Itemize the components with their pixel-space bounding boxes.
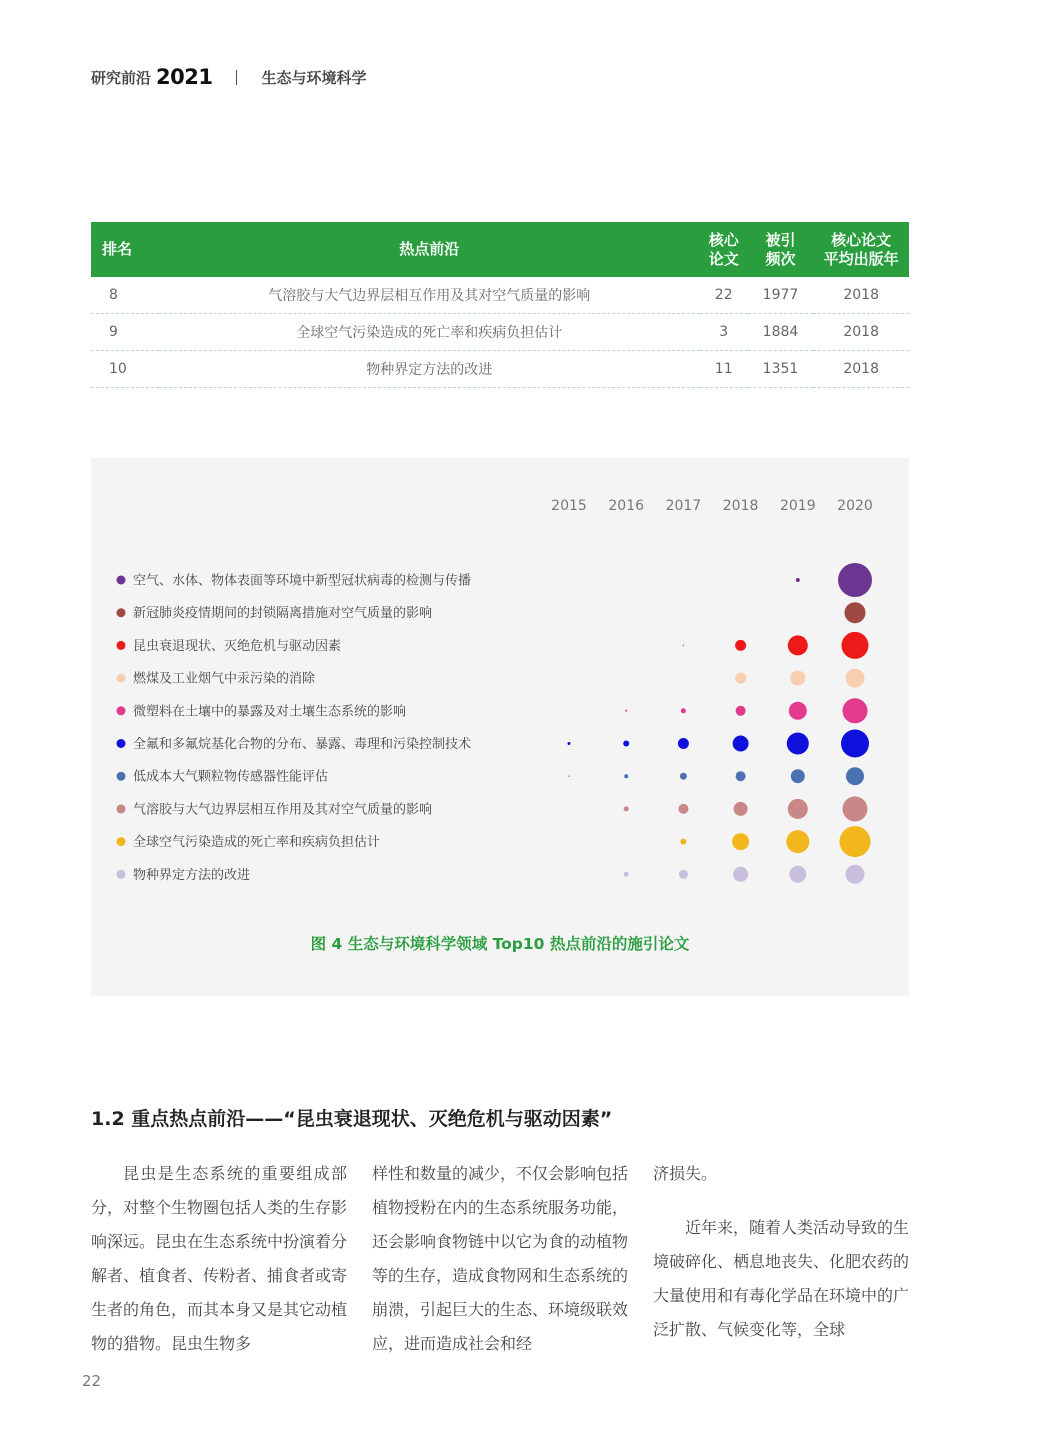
year-tick-label: 2019 (779, 498, 816, 514)
legend-label: 燃煤及工业烟气中汞污染的消除 (133, 671, 316, 687)
year-tick-label: 2017 (665, 498, 702, 514)
bubble-point (846, 669, 865, 688)
legend-marker (117, 772, 126, 781)
legend-marker (117, 608, 126, 617)
bubble-point (840, 826, 871, 857)
cell-rank: 9 (91, 314, 159, 351)
year-tick-label: 2018 (722, 498, 759, 514)
header-field: 生态与环境科学 (261, 68, 367, 87)
cell-year: 2018 (813, 351, 909, 388)
cell-year: 2018 (813, 277, 909, 314)
table-row (91, 351, 909, 388)
bubble-point (569, 874, 570, 875)
bubble-chart (91, 458, 909, 918)
legend-label: 空气、水体、物体表面等环境中新型冠状病毒的检测与传播 (133, 573, 472, 589)
paragraph: 样性和数量的减少，不仅会影响包括植物授粉在内的生态系统服务功能，还会影响食物链中以它为食的动植物等的生存，造成食物网和生态系统的崩溃，引起巨大的生态、环境级联效应，进而造成社会和经 (372, 1164, 629, 1353)
bubble-point (624, 774, 628, 778)
bubble-point (846, 767, 864, 785)
bubble-point (678, 804, 688, 814)
bubble-point (786, 830, 809, 853)
legend-label: 微塑料在土壤中的暴露及对土壤生态系统的影响 (133, 704, 407, 720)
paragraph: 济损失。 (653, 1164, 718, 1183)
legend-label: 气溶胶与大气边界层相互作用及其对空气质量的影响 (133, 802, 433, 818)
paragraph: 近年来，随着人类活动导致的生境破碎化、栖息地丧失、化肥农药的大量使用和有毒化学品在环境中的广泛扩散、气候变化等，全球 (653, 1218, 910, 1339)
bubble-point (683, 678, 684, 679)
figure-bubble-chart (91, 458, 909, 996)
header-avg-year: 核心论文 平均出版年 (813, 222, 909, 277)
legend-marker (117, 837, 126, 846)
legend-marker (117, 674, 126, 683)
bubble-point (568, 776, 569, 777)
running-header (91, 64, 366, 90)
bubble-point (569, 809, 570, 810)
legend-label: 全球空气污染造成的死亡率和疾病负担估计 (133, 835, 381, 851)
bubble-point (789, 866, 806, 883)
bubble-point (841, 730, 869, 758)
cell-year: 2018 (813, 314, 909, 351)
bubble-point (796, 578, 800, 582)
figure-caption: 图 4 生态与环境科学领域 Top10 热点前沿的施引论文 (310, 935, 690, 953)
cell-topic: 气溶胶与大气边界层相互作用及其对空气质量的影响 (159, 277, 700, 314)
legend-marker (117, 641, 126, 650)
bubble-point (842, 632, 869, 659)
bubble-point (678, 738, 689, 749)
cell-topic: 全球空气污染造成的死亡率和疾病负担估计 (159, 314, 700, 351)
header-citations: 被引 频次 (748, 222, 814, 277)
cell-topic: 物种界定方法的改进 (159, 351, 700, 388)
legend-marker (117, 870, 126, 879)
header-topic: 热点前沿 (159, 222, 700, 277)
bubble-point (843, 698, 868, 723)
bubble-point (838, 563, 872, 597)
bubble-point (681, 708, 686, 713)
bubble-point (845, 602, 866, 623)
bubble-point (791, 769, 805, 783)
header-series: 研究前沿 (91, 68, 152, 87)
bubble-point (734, 802, 748, 816)
cell-rank: 10 (91, 351, 159, 388)
page-number: 22 (82, 1372, 102, 1390)
section-title: 1.2 重点热点前沿——“昆虫衰退现状、灭绝危机与驱动因素” (91, 1108, 613, 1130)
legend-label: 昆虫衰退现状、灭绝危机与驱动因素 (133, 638, 342, 654)
hot-fronts-table (91, 222, 909, 388)
bubble-point (568, 742, 571, 745)
legend-label: 低成本大气颗粒物传感器性能评估 (133, 769, 329, 785)
bubble-point (735, 640, 746, 651)
bubble-point (736, 771, 746, 781)
table-header-row (91, 222, 909, 277)
table-row (91, 277, 909, 314)
text-column-1 (91, 1157, 347, 1361)
paragraph: 昆虫是生态系统的重要组成部分，对整个生物圈包括人类的生存影响深远。昆虫在生态系统中扮演着分解者、植食者、传粉者、捕食者或寄生者的角色，而其本身又是其它动植物的猎物。昆虫生物多 (91, 1164, 348, 1353)
bubble-point (624, 872, 629, 877)
bubble-point (733, 736, 749, 752)
bubble-point (683, 645, 684, 646)
bubble-point (846, 865, 865, 884)
bubble-point (623, 741, 629, 747)
text-column-3 (653, 1157, 909, 1347)
header-rank: 排名 (91, 222, 159, 277)
legend-marker (117, 739, 126, 748)
year-tick-label: 2016 (608, 498, 645, 514)
cell-core: 3 (700, 314, 748, 351)
cell-citations: 1351 (748, 351, 814, 388)
bubble-point (680, 773, 687, 780)
header-core-papers: 核心 论文 (700, 222, 748, 277)
cell-citations: 1884 (748, 314, 814, 351)
legend-label: 新冠肺炎疫情期间的封锁隔离措施对空气质量的影响 (133, 606, 433, 622)
bubble-point (843, 796, 868, 821)
year-tick-label: 2015 (551, 498, 587, 514)
bubble-point (789, 702, 807, 720)
text-column-2 (372, 1157, 628, 1361)
bubble-point (736, 706, 746, 716)
bubble-point (790, 671, 805, 686)
bubble-point (680, 839, 686, 845)
bubble-point (788, 635, 808, 655)
legend-label: 物种界定方法的改进 (133, 867, 251, 883)
bubble-point (625, 710, 627, 712)
legend-marker (117, 706, 126, 715)
legend-marker (117, 576, 126, 585)
cell-rank: 8 (91, 277, 159, 314)
bubble-point (732, 833, 749, 850)
bubble-point (788, 799, 808, 819)
cell-citations: 1977 (748, 277, 814, 314)
year-tick-label: 2020 (837, 498, 873, 514)
bubble-point (679, 870, 688, 879)
bubble-point (733, 867, 748, 882)
bubble-point (735, 673, 746, 684)
header-year: 2021 (156, 65, 213, 89)
cell-core: 11 (700, 351, 748, 388)
table-row (91, 314, 909, 351)
cell-core: 22 (700, 277, 748, 314)
legend-label: 全氟和多氟烷基化合物的分布、暴露、毒理和污染控制技术 (133, 737, 472, 752)
legend-marker (117, 804, 126, 813)
header-divider (236, 70, 237, 85)
bubble-point (787, 733, 809, 755)
bubble-point (624, 806, 629, 811)
